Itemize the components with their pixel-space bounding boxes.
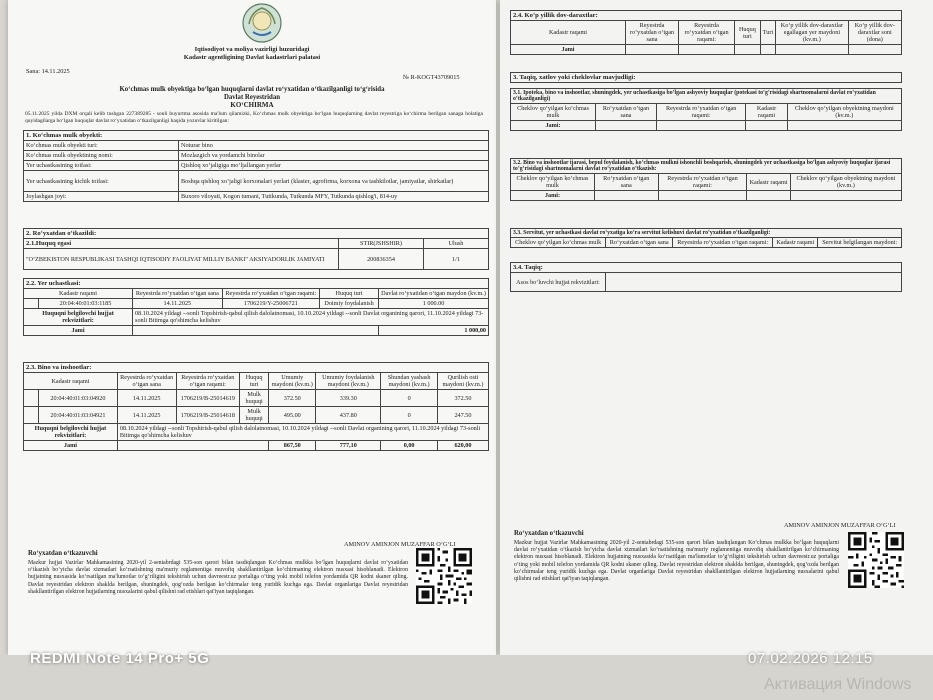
mortgage-table [510,88,902,131]
state-emblem-icon [241,2,283,44]
trees-col-right: Huquq turi [735,21,761,45]
object-table [23,130,489,202]
land-total: 1 000,00 [379,326,489,336]
trees-col-type: Turi [760,21,775,45]
land-total-label: Jami [24,326,133,336]
table-row [24,192,489,202]
bld-col-date: Reyestrda ro‘yxatdan o‘tgan sana [117,373,176,390]
land-col-right: Huquq turi [320,289,379,299]
right-registrar-title: Ro‘yxatdan o‘tkazuvchi [514,530,584,537]
owner-name: "O‘ZBEKISTON RESPUBLIKASI TASHQI IQTISODIY FAOLIYAT MILLIY BANKI" AKSIYADORLIK JAMIYATI [24,249,339,270]
org-line-2: Kadastr agentligining Davlat kadastrlari palatasi [183,54,321,61]
bld-1-date: 14.11.2025 [117,390,176,407]
object-name-value: Mozlazgich va yordamchi binolar [179,151,489,161]
mortgage-col-object: Cheklov qo‘yilgan ko‘chmas mulk [511,104,596,121]
legal-footer-text: Mazkur hujjat Vazirlar Mahkamasining 2020-yil 2-sentabrdagi 535-son qarori bilan tasdiqlangan Ko‘chmas mulkka bo‘lgan huquqlarni davlat ro‘yxatidan o‘tkazish bo‘yicha davlat xizmatlari ko‘rsatishning ma'muriy reglamentiga muvofiq shakllantirilgan ko‘chirmaning elektron nusxasi hisoblanadi. Elektron hujjatning nusxasida ko‘rsatilgan ma'lumotlar to‘g‘riligini tekshirish uchun davreestr.uz portaliga o‘ting yoki mobil telefon yordamida QR kodni skaner qiling. Davlat reyestridan elektron shaklda berilgan, shuningdek, qog‘ozda berilgan ko‘chirmalar teng yuridik kuchga ega. Davlat organlariga Davlat reyestridan shakllantirilgan elektron hujjatlarning nusxalarini qabul qilishni rad etishlari qat'iyan taqiqlangan. [28,560,408,595]
bld-2-cadastre: 20:04:40:01:03:04921 [39,407,118,424]
land-cadastre: 20:04:40:01:03:1185 [39,299,133,309]
land-basis: 08.10.2024 yildagi --sonli Topshirish-qabul qilish dalolatnomasi, 10.10.2024 yildagi --sonli Davlat organining qarori, 11.10.2024 yildagi 73-sonli Bitimga qo'shimcha kelishuv [133,309,489,326]
bld-total-area: 867,50 [269,441,316,451]
org-line-1: Iqtisodiyot va moliya vazirligi huzuridagi [194,46,310,53]
mortgage-col-date: Ro‘yxatdan o‘tgan sana [596,104,657,121]
land-area: 1 000.00 [379,299,489,309]
document-number: № R-KOGT43709015 [403,74,460,81]
section-3-1-title: 3.1. Ipoteka, bino va inshootlar, shuningdek, yer uchastkasiga bo‘lgan ashyoviy huquqlar (potekasi to‘g‘risidagi shartnomalarni davlat ro‘yxatidan o‘tkazilganligi) [511,89,902,104]
mortgage-col-area: Cheklov qo‘yilgan obyektning maydoni (kv.m.) [787,104,901,121]
location-label: Joylashgan joyi: [24,192,179,202]
right-legal-footer-text: Mazkur hujjat Vazirlar Mahkamasining 2020-yil 2-sentabrdagi 535-son qarori bilan tasdiqlangan Ko‘chmas mulkka bo‘lgan huquqlarni davlat ro‘yxatidan o‘tkazish bo‘yicha davlat xizmatlari ko‘rsatishning ma'muriy reglamentiga muvofiq shakllantirilgan ko‘chirmaning elektron nusxasi hisoblanadi. Elektron hujjatning nusxasida ko‘rsatilgan ma'lumotlar to‘g‘riligini tekshirish uchun davreestr.uz portaliga o‘ting yoki mobil telefon yordamida QR kodni skaner qiling. Davlat reyestridan elektron shaklda berilgan, shuningdek, qog‘ozda berilgan ko‘chirmalar teng yuridik kuchga ega. Davlat organlariga Davlat reyestridan shakllantirilgan elektron hujjatlarning nusxalarini qabul qilishni rad etishlari qat'iyan taqiqlangan. [514,540,839,583]
lease-col-area: Cheklov qo‘yilgan obyektning maydoni (kv.m.) [790,174,901,191]
bld-2-date: 14.11.2025 [117,407,176,424]
bld-1-footprint: 372.50 [437,390,488,407]
table-row [24,171,489,192]
table-row [24,249,489,270]
land-subcategory-label: Yer uchastkasining kichik toifasi: [24,171,179,192]
bld-2-common-area: 437.80 [316,407,381,424]
servitude-col-object: Cheklov qo‘yilgan ko‘chmas mulk [511,238,606,248]
table-row [24,151,489,161]
servitude-col-cadastre: Kadastr raqami [773,238,818,248]
table-row [24,390,489,407]
land-category-label: Yer uchastkasining toifasi: [24,161,179,171]
bld-total-label: Jami [24,441,118,451]
section-2-title: 2. Ro‘yxatdan o‘tkazildi: [24,229,489,239]
table-row [24,299,489,309]
bld-col-footprint: Qurilish osti maydoni (kv.m.) [437,373,488,390]
document-title-line-1: Ko‘chmas mulk obyektiga bo‘lgan huquqlarni davlat ro‘yxatidan o‘tkazilganligi to‘g‘risida [119,86,385,93]
bld-1-living-area: 0 [381,390,438,407]
land-subcategory-value: Boshqa qishloq xo‘jaligi korxonalari yerlari (klaster, agrofirma, korxona va tashkilotlar, jamiyatlar, shirkatlar) [179,171,489,192]
share-header: Ulush [424,239,489,249]
trees-col-area: Ko‘p yillik dov-daraxtlar egallagan yer maydoni (kv.m.) [776,21,848,45]
windows-activation-watermark: Активация Windows [764,676,912,693]
qr-code-icon [848,532,904,588]
section-3-2-title: 3.2. Bino va inshootlar ijarasi, bepul foydalanish, ko‘chmas mulkni ishonchli boshqarish, shuningdek yer uchastkasiga bo‘lgan ashyoviy huquqlar ijarasi to‘g‘risidagi shartnomalarni davlat ro‘yxatidan o‘tkazish: [511,159,902,174]
lease-col-regno: Reyestrda ro‘yxatdan o‘tgan raqami: [658,174,747,191]
bld-2-living-area: 0 [381,407,438,424]
land-col-cadastre: Kadastr raqami [24,289,133,299]
mortgage-total-label: Jami: [511,121,596,131]
table-row [24,161,489,171]
bld-1-area: 372.50 [269,390,316,407]
right-signer-name: AMINOV AMINJON MUZAFFAR O‘G‘LI [784,522,896,529]
bld-col-area: Umumiy maydoni (kv.m.) [269,373,316,390]
object-name-label: Ko‘chmas mulk obyektining nomi: [24,151,179,161]
table-row [24,407,489,424]
servitude-col-date: Ro‘yxatdan o‘tgan sana [606,238,673,248]
bld-2-regno: 1706219/B-25014618 [176,407,239,424]
buildings-table [23,362,489,451]
bld-basis: 08.10.2024 yildagi --sonli Topshirish-qabul qilish dalolatnomasi, 10.10.2024 yildagi --sonli Davlat organining qarori, 11.10.2024 yildagi 73-sonli Bitimga qo'shimcha kelishuv [117,424,488,441]
mortgage-col-regno: Reyestrda ro‘yxatdan o‘tgan raqami: [656,104,746,121]
land-basis-label: Huquqni belgilovchi hujjat rekvizitlari: [24,309,133,326]
land-regno: 1706219/Y-25006721 [222,299,319,309]
table-row [24,141,489,151]
bld-1-right: Mulk huquqi [240,390,269,407]
bld-1-cadastre: 20:04:40:01:03:04920 [39,390,118,407]
restrictions-header [510,72,902,83]
bld-2-right: Mulk huquqi [240,407,269,424]
registrar-title: Ro‘yxatdan o‘tkazuvchi [28,550,98,557]
land-category-value: Qishloq xo‘jaligiga mo‘ljallangan yerlar [179,161,489,171]
bld-basis-label: Huquqni belgilovchi hujjat rekvizitlari: [24,424,118,441]
prohibition-table [510,262,902,292]
owner-table [23,228,489,270]
right-document-page [500,0,933,655]
land-date: 14.11.2025 [133,299,223,309]
bld-total-living-area: 0,00 [381,441,438,451]
section-1-title: 1. Ko‘chmas mulk obyekti: [24,131,489,141]
lease-col-date: Ro‘yxatdan o‘tgan sana [594,174,658,191]
bld-1-regno: 1706219/B-25014619 [176,390,239,407]
trees-col-date: Reyestrda ro‘yxatdan o‘tgan sana [626,21,679,45]
location-value: Buxoro viloyati, Kogon tumani, Tutikunda, Tutkunda MFY, Tutkunda qishlog'i, 814-uy [179,192,489,202]
lease-col-cadastre: Kadastr raqami [747,174,790,191]
qr-code-icon [416,548,472,604]
section-2-2-title: 2.2. Yer uchastkasi: [24,279,489,289]
servitude-col-area: Servitut belgilangan maydoni: [818,238,902,248]
document-title-line-2: Davlat Reyestridan [223,94,281,101]
bld-col-living-area: Shundan yashash maydoni (kv.m.) [381,373,438,390]
document-title-line-3: KO‘CHIRMA [230,101,274,109]
bld-col-cadastre: Kadastr raqami [24,373,118,390]
mortgage-col-cadastre: Kadastr raqami [746,104,787,121]
intro-paragraph: 05.11.2025 yilda DXM orqali kelib tushgan 227389285 - sonli buyurtma asosida ma'lum qilamizki, Ko‘chmas mulk obyektiga bo‘lgan huquqlarning davlat reyestriga ko‘chirma berilgan sanaga holatiga quyidagilarga bo‘lgan huquqlar davlat ro‘yxatidan o‘tkazilganligi haqida yozuvlar kiritilgan: [25,111,483,124]
bld-col-common-area: Umumiy foydalanish maydoni (kv.m.) [316,373,381,390]
left-document-page [8,0,496,655]
stir-header: STIR(JSHSHIR) [339,239,424,249]
bld-col-regno: Reyestrda ro‘yxatdan o‘tgan raqami: [176,373,239,390]
bld-1-common-area: 339.30 [316,390,381,407]
land-right: Doimiy foydalanish [320,299,379,309]
land-col-area: Davlat ro‘yxatidan o‘tgan maydon (kv.m.) [379,289,489,299]
trees-total-label: Jami [511,45,626,55]
servitude-col-regno: Reyestrda ro‘yxatdan o‘tgan raqami: [673,238,773,248]
photo-timestamp: 07.02.2026 12:15 [748,650,873,667]
land-col-regno: Reyestrda ro‘yxatdan o‘tgan raqami: [222,289,319,299]
bld-col-right: Huquq turi [240,373,269,390]
section-3-4-title: 3.4. Taqiq: [511,263,902,273]
signer-name: AMINOV AMINJON MUZAFFAR O‘G‘LI [344,541,456,548]
bld-total-footprint: 620,00 [437,441,488,451]
document-date: Sana: 14.11.2025 [26,68,70,75]
lease-col-object: Cheklov qo‘yilgan ko‘chmas mulk [511,174,595,191]
trees-col-regno: Reyestrda ro‘yxatdan o‘tgan raqami: [679,21,735,45]
land-plot-table [23,278,489,336]
device-watermark: REDMI Note 14 Pro+ 5G [30,650,210,667]
object-type-value: Noturar bino [179,141,489,151]
lease-total-label: Jami: [511,191,595,201]
trees-col-count: Ko‘p yillik dov-daraxtlar soni (dona) [848,21,901,45]
bld-2-footprint: 247.50 [437,407,488,424]
owner-share: 1/1 [424,249,489,270]
perennial-trees-table [510,10,902,55]
owner-stir: 200836354 [339,249,424,270]
section-2-1-title: 2.1.Huquq egasi [24,239,339,249]
section-2-4-title: 2.4. Ko‘p yillik dov-daraxtlar: [511,11,902,21]
bld-2-area: 495.00 [269,407,316,424]
lease-table [510,158,902,201]
servitude-table [510,228,902,248]
object-type-label: Ko‘chmas mulk obyekti turi: [24,141,179,151]
section-2-3-title: 2.3. Bino va inshootlar: [24,363,489,373]
section-3-3-title: 3.3. Servitut, yer uchastkasi davlat ro‘yxatiga ko‘ra servitut kelishuvi davlat ro‘yxatidan o‘tkazilganligi: [511,229,902,238]
trees-col-cadastre: Kadastr raqami [511,21,626,45]
bld-total-common-area: 777,10 [316,441,381,451]
section-3-title: 3. Taqiq, xatlov yoki cheklovlar mavjudligi: [511,73,902,83]
land-col-date: Reyestrda ro‘yxatdan o‘tgan sana [133,289,223,299]
prohibition-basis-label: Asos bo‘luvchi hujjat rekvizitlari: [511,273,606,292]
